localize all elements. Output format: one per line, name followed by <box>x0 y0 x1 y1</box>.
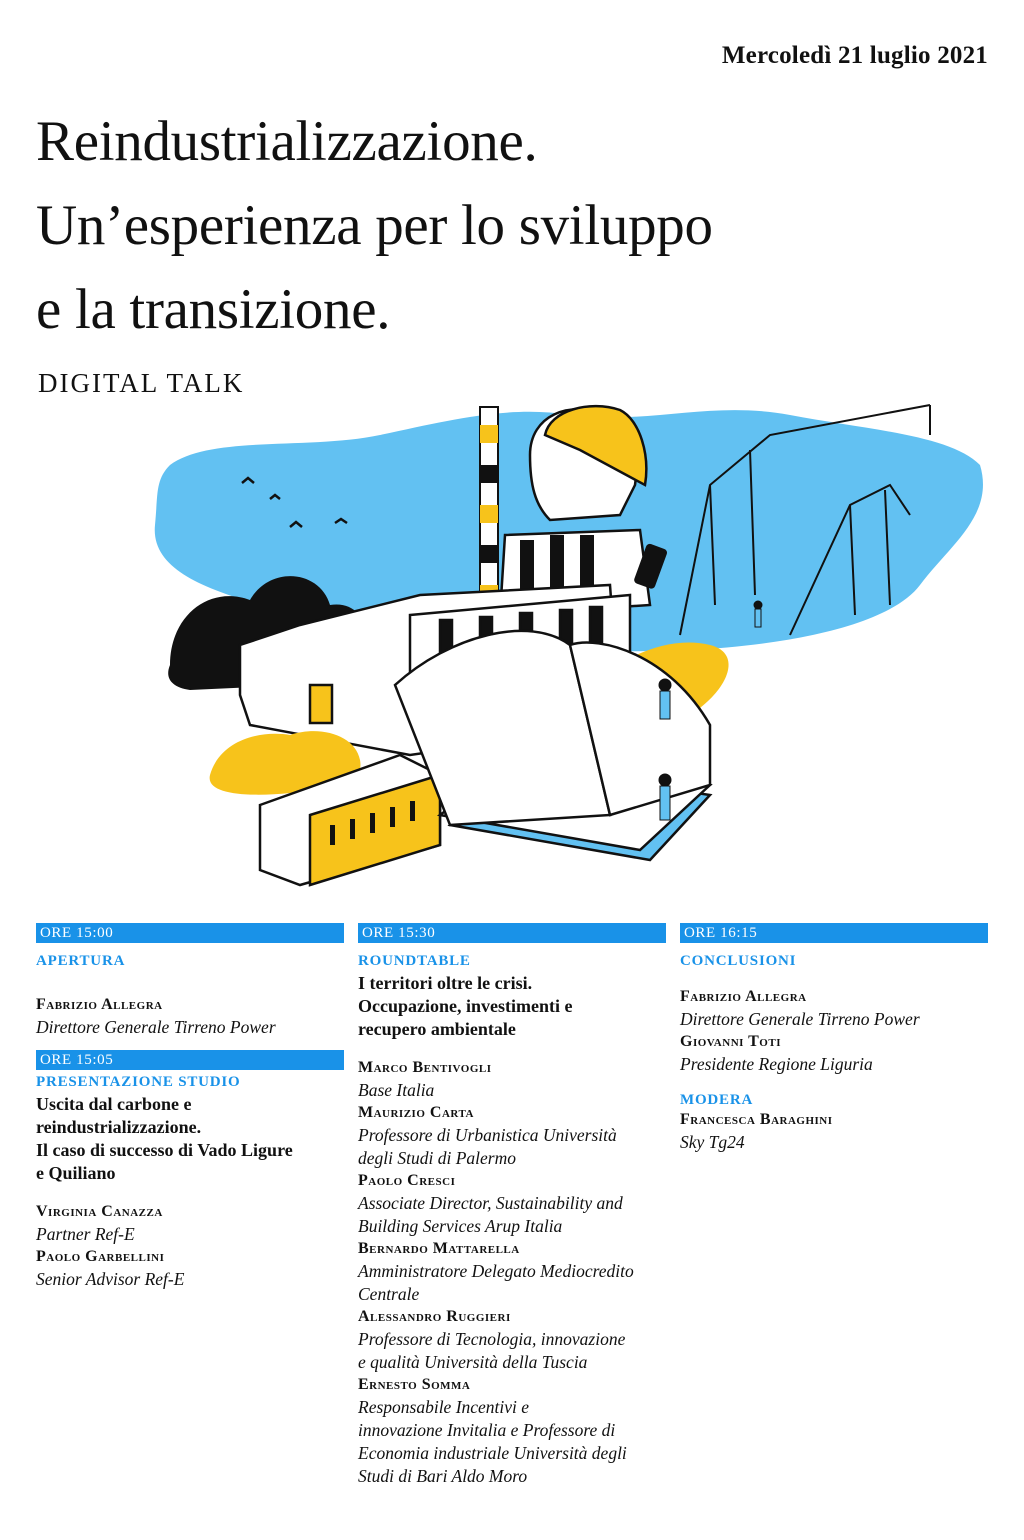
event-date: Mercoledì 21 luglio 2021 <box>721 42 988 69</box>
section-label: PRESENTAZIONE STUDIO <box>36 1074 241 1090</box>
title-line-1: Reindustrializzazione. <box>36 110 538 173</box>
moderator-label: MODERA <box>680 1092 754 1108</box>
schedule-column-2 <box>358 923 666 1488</box>
time-bar: ORE 15:30 <box>358 923 666 943</box>
section-title-line: I territori oltre le crisi. <box>358 973 533 993</box>
section-title-line: Il caso di successo di Vado Ligure <box>36 1140 293 1160</box>
speaker-role: Responsabile Incentivi e innovazione Invitalia e Professore di Economia industriale Università degli Studi di Bari Aldo Moro <box>358 1397 627 1486</box>
section-title-line: e Quiliano <box>36 1163 116 1183</box>
section-label: APERTURA <box>36 953 126 969</box>
speaker-role: Base Italia <box>358 1080 435 1100</box>
speaker-name: Marco Bentivogli <box>358 1059 492 1076</box>
speaker-name: Virginia Canazza <box>36 1203 163 1220</box>
speaker-role: Partner Ref-E <box>36 1224 135 1244</box>
speaker-name: Paolo Cresci <box>358 1172 456 1189</box>
speaker-name: Alessandro Ruggieri <box>358 1308 511 1325</box>
event-type: DIGITAL TALK <box>38 368 245 398</box>
section-title <box>36 1093 344 1185</box>
speaker-role: Professore di Urbanistica Università degli Studi di Palermo <box>358 1125 617 1168</box>
time-bar: ORE 16:15 <box>680 923 988 943</box>
speaker-role: Direttore Generale Tirreno Power <box>680 1009 920 1029</box>
speaker-role: Professore di Tecnologia, innovazione e qualità Università della Tuscia <box>358 1329 626 1372</box>
speaker-name: Paolo Garbellini <box>36 1248 165 1265</box>
speaker-name: Fabrizio Allegra <box>36 996 163 1013</box>
speaker-role: Senior Advisor Ref-E <box>36 1269 185 1289</box>
speaker-name: Bernardo Mattarella <box>358 1240 520 1257</box>
moderator-role: Sky Tg24 <box>680 1132 745 1152</box>
speaker-role: Amministratore Delegato Mediocredito Centrale <box>358 1261 634 1304</box>
title-line-2: Un’esperienza per lo sviluppo <box>36 194 713 257</box>
speaker-role: Associate Director, Sustainability and Building Services Arup Italia <box>358 1193 623 1236</box>
section-title-line: reindustrializzazione. <box>36 1117 202 1137</box>
time-bar: ORE 15:00 <box>36 923 344 943</box>
section-title-line: Occupazione, investimenti e <box>358 996 573 1016</box>
speaker-name: Ernesto Somma <box>358 1376 471 1393</box>
speaker-role: Direttore Generale Tirreno Power <box>36 1017 276 1037</box>
schedule-column-3 <box>680 923 988 1154</box>
section-label: CONCLUSIONI <box>680 953 797 969</box>
section-title-line: Uscita dal carbone e <box>36 1094 192 1114</box>
section-title <box>358 972 666 1041</box>
section-label: ROUNDTABLE <box>358 953 471 969</box>
moderator-name: Francesca Baraghini <box>680 1111 833 1128</box>
hero-illustration <box>150 395 990 895</box>
speaker-name: Maurizio Carta <box>358 1104 474 1121</box>
page-title <box>36 100 996 352</box>
schedule-column-1 <box>36 923 344 1291</box>
speaker-name: Fabrizio Allegra <box>680 988 807 1005</box>
section-title-line: recupero ambientale <box>358 1019 516 1039</box>
speaker-name: Giovanni Toti <box>680 1033 781 1050</box>
time-bar: ORE 15:05 <box>36 1050 344 1070</box>
title-line-3: e la transizione. <box>36 278 391 341</box>
speaker-role: Presidente Regione Liguria <box>680 1054 873 1074</box>
